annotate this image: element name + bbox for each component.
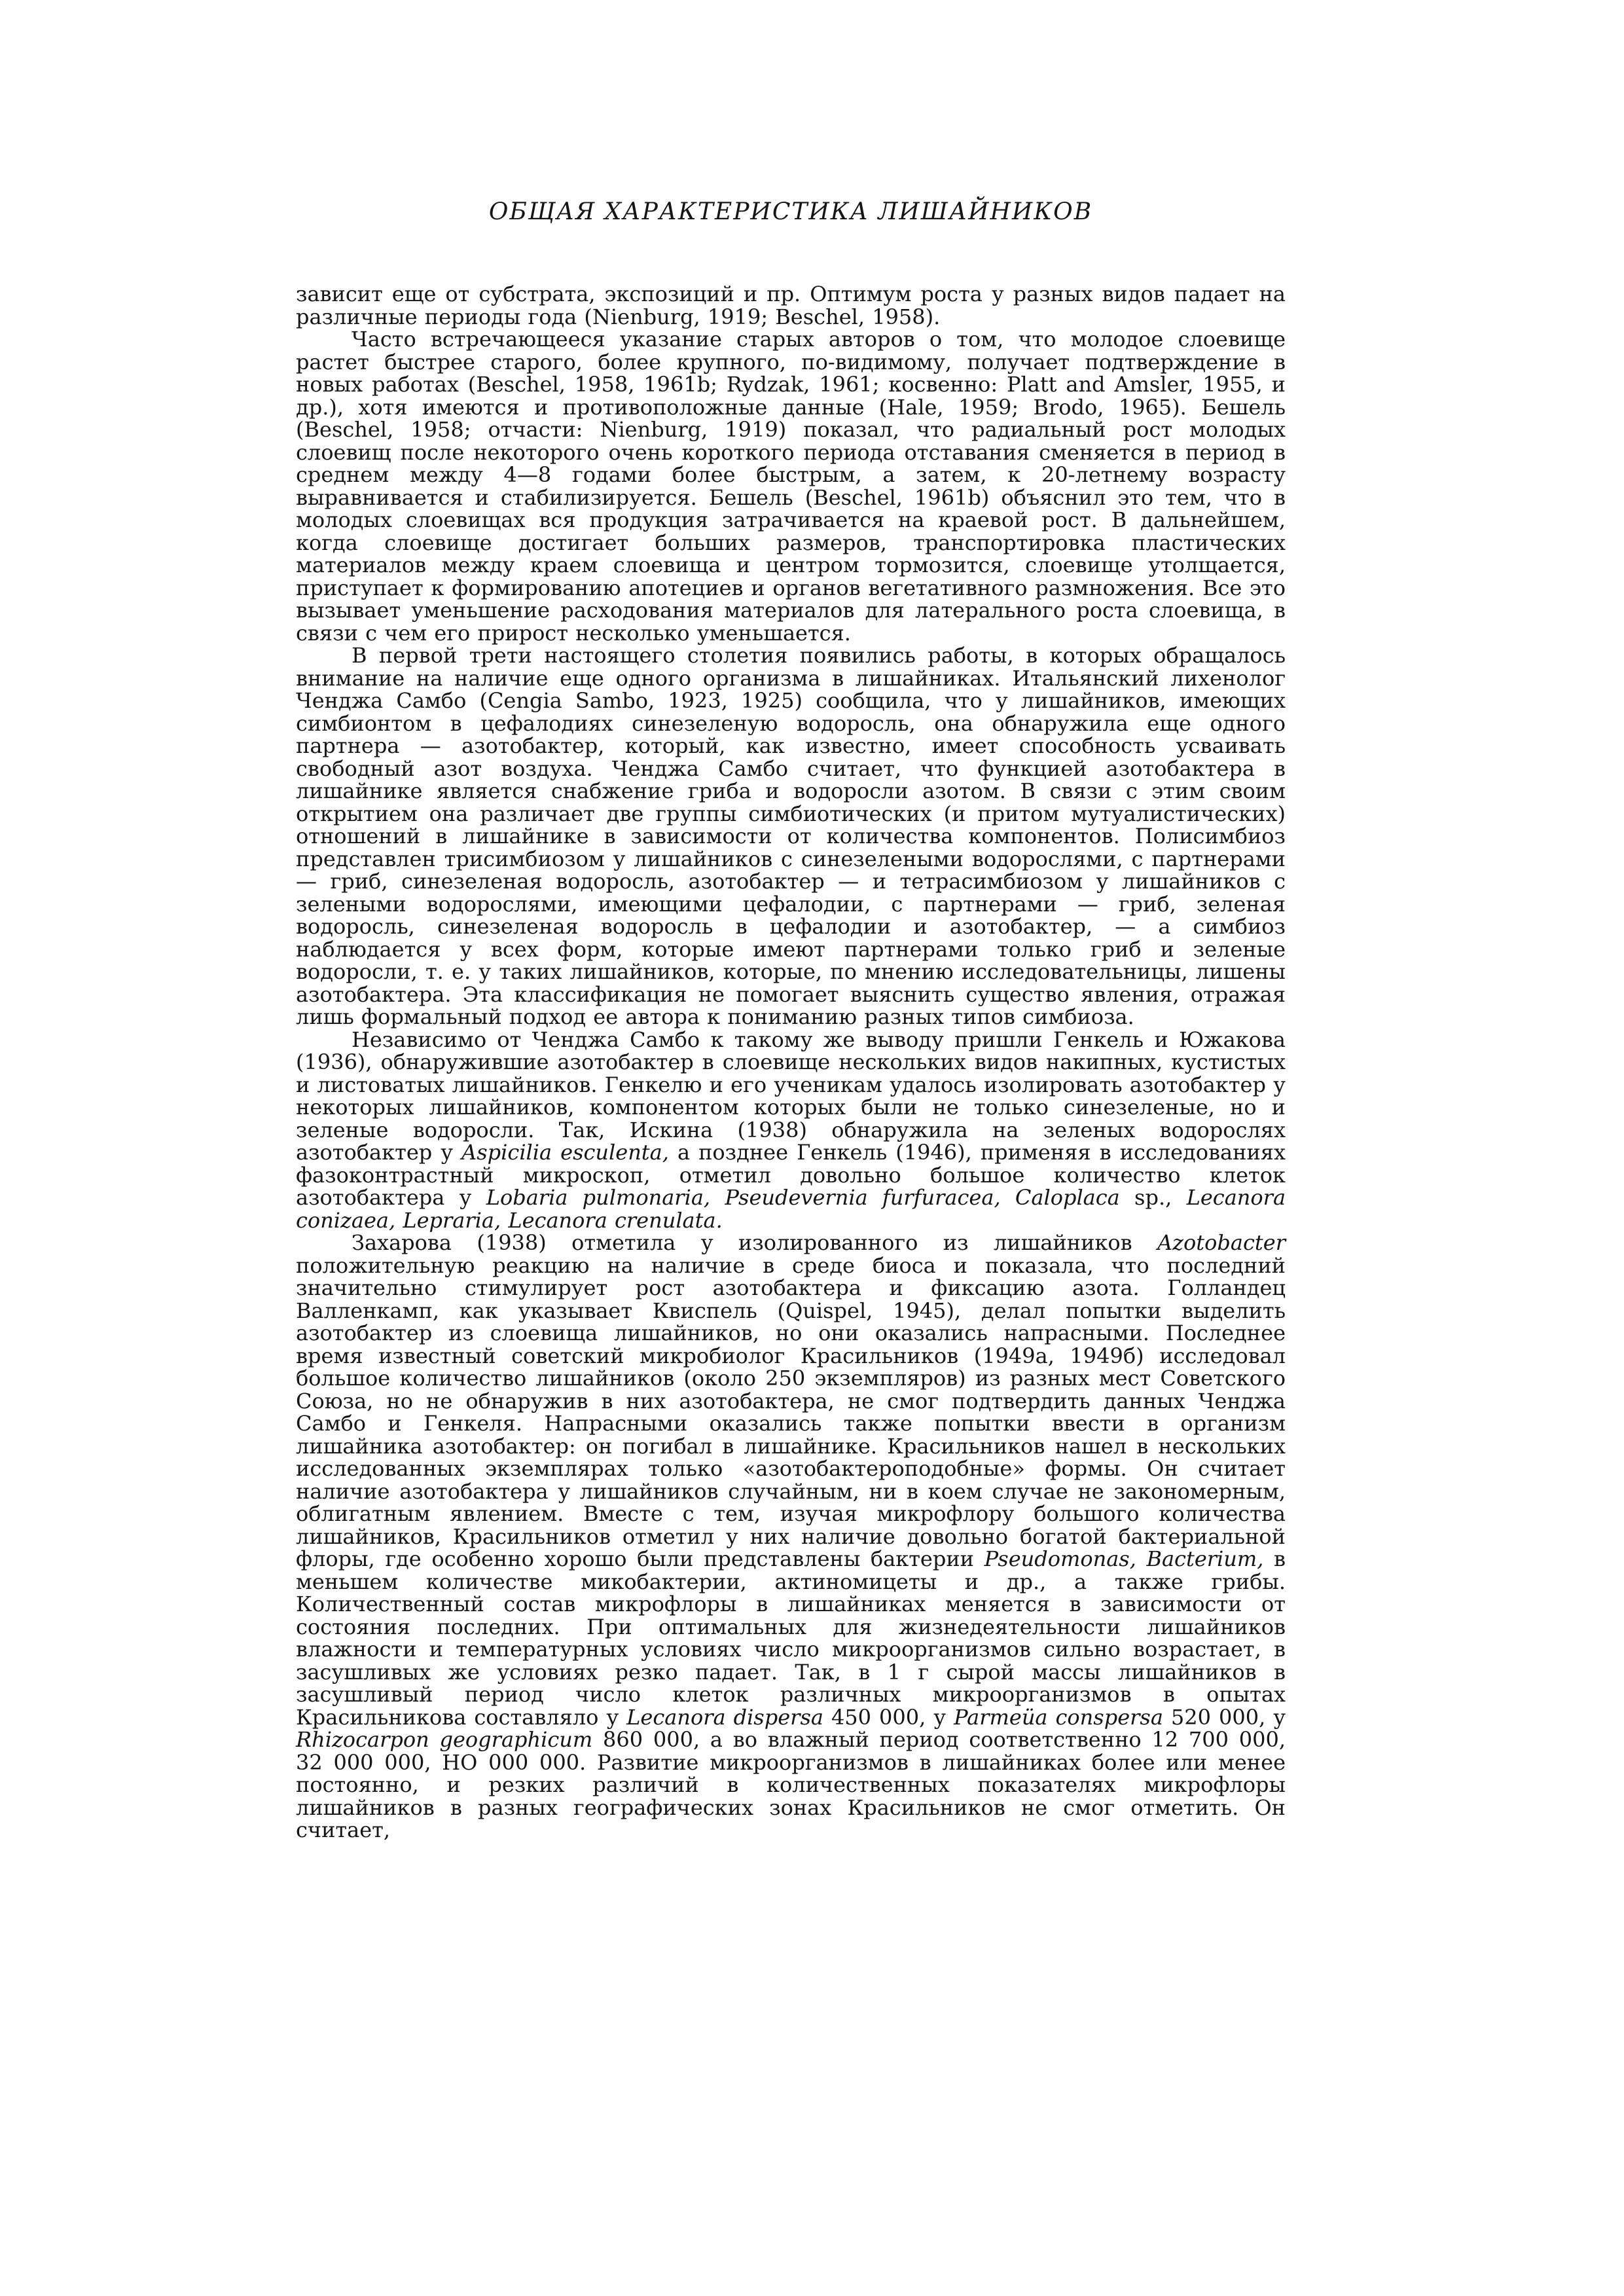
species-name-italic: Pseudomonas, Bacterium,	[984, 1546, 1264, 1571]
paragraph	[296, 1029, 1286, 1232]
species-name-italic: Lobaria pulmonaria, Pseudevernia furfuracea, Caloplaca	[486, 1185, 1120, 1210]
species-name-italic: Parmeüa conspersa	[954, 1704, 1163, 1730]
text-run: положительную реакцию на наличие в среде биоса и показала, что последний значительно стимулирует рост азотобактера и фиксацию азота. Голландец Валленкамп, как указывает Квиспель (Quispel, 1945), делал попытки выделить азотобактер из слоевища лишайников, но они оказались напрасными. Последнее время известный советский микробиолог Красильников (1949а, 1949б) исследовал большое количество лишайников (около 250 экземпляров) из разных мест Советского Союза, но не обнаружив в них азотобактера, не смог подтвердить данных Ченджа Самбо и Генкеля. Напрасными оказались также попытки ввести в организм лишайника азотобактер: он погибал в лишайнике. Красильников нашел в нескольких исследованных экземплярах только «азотобактероподобные» формы. Он считает наличие азотобактера у лишайников случайным, ни в коем случае не закономерным, облигатным явлением. Вместе с тем, изучая микрофлору большого количества лишайников, Красильников отметил у них наличие довольно богатой бактериальной флоры, где особенно хорошо были представлены бактерии	[296, 1252, 1286, 1571]
paragraph	[296, 283, 1286, 328]
text-run: 860 000, а во влажный период соответственно 12 700 000, 32 000 000, НО 000 000. Развитие микроорганизмов в лишайниках более или менее постоянно, и резких различий в количественных показателях микрофлоры лишайников в разных географических зонах Красильников не смог отметить. Он считает,	[296, 1727, 1286, 1842]
text-run: а позднее Генкель (1946), применяя в исследованиях фазоконтрастный микроскоп, отметил довольно большое количество клеток азотобактера у	[296, 1140, 1286, 1210]
text-run: в меньшем количестве микобактерии, актиномицеты и др., а также грибы. Количественный состав микрофлоры в лишайниках меняется в зависимости от состояния последних. При оптимальных для жизнедеятельности лишайников влажности и температурных условиях число микроорганизмов сильно возрастает, в засушливых же условиях резко падает. Так, в 1 г сырой массы лишайников в засушливый период число клеток различных микроорганизмов в опытах Красильникова составляло у	[296, 1546, 1286, 1730]
text-run: В первой трети настоящего столетия появились работы, в которых обращалось внимание на наличие еще одного организма в лишайниках. Итальянский лихенолог Ченджа Самбо (Cengia Sambo, 1923, 1925) сообщила, что у лишайников, имеющих симбионтом в цефалодиях синезеленую водоросль, она обнаружила еще одного партнера — азотобактер, который, как известно, имеет способность усваивать свободный азот воздуха. Ченджа Самбо считает, что функцией азотобактера в лишайнике является снабжение гриба и водоросли азотом. В связи с этим своим открытием она различает две группы симбиотических (и притом мутуалистических) отношений в лишайнике в зависимости от количества компонентов. Полисимбиоз представлен трисимбиозом у лишайников с синезелеными водорослями, с партнерами — гриб, синезеленая водоросль, азотобактер — и тетрасимбиозом у лишайников с зелеными водорослями, имеющими цефалодии, с партнерами — гриб, зеленая водоросль, синезеленая водоросль в цефалодии и азотобактер, — а симбиоз наблюдается у всех форм, которые имеют партнерами только гриб и зеленые водоросли, т. е. у таких лишайников, которые, по мнению исследовательницы, лишены азотобактера. Эта классификация не помогает выяснить существо явления, отражая лишь формальный подход ее автора к пониманию разных типов симбиоза.	[296, 643, 1286, 1029]
text-run: 520 000, у	[1163, 1704, 1286, 1730]
species-name-italic: Lecanora conizaea, Lepraria, Lecanora crenulata.	[296, 1185, 1286, 1233]
text-run: зависит еще от субстрата, экспозиций и пр. Оптимум роста у разных видов падает на различные периоды года (Nienburg, 1919; Beschel, 1958).	[296, 282, 1286, 329]
species-name-italic: Lecanora dispersa	[626, 1704, 823, 1730]
text-run: 450 000, у	[823, 1704, 954, 1730]
text-run: Независимо от Ченджа Самбо к такому же выводу пришли Генкель и Южакова (1936), обнаружившие азотобактер в слоевище нескольких видов накипных, кустистых и листоватых лишайников. Генкелю и его ученикам удалось изолировать азотобактер у некоторых лишайников, компонентом которых были не только синезеленые, но и зеленые водоросли. Так, Искина (1938) обнаружила на зеленых водорослях азотобактер у	[296, 1027, 1286, 1165]
text-block	[296, 198, 1286, 1842]
species-name-italic: Aspicilia esculenta,	[461, 1140, 669, 1165]
running-head-title: ОБЩАЯ ХАРАКТЕРИСТИКА ЛИШАЙНИКОВ	[488, 198, 1093, 225]
text-run: sp.,	[1119, 1185, 1187, 1210]
paragraphs-container	[296, 283, 1286, 1842]
paragraph	[296, 644, 1286, 1029]
text-run: Захарова (1938) отметила у изолированного из лишайников	[352, 1230, 1158, 1255]
species-name-italic: Rhizocarpon geographicum	[296, 1727, 593, 1752]
species-name-italic: Azotobacter	[1157, 1230, 1286, 1255]
paragraph	[296, 1231, 1286, 1842]
text-run: Часто встречающееся указание старых авторов о том, что молодое слоевище растет быстрее старого, более крупного, по-видимому, получает подтверждение в новых работах (Beschel, 1958, 1961b; Rydzak, 1961; косвенно: Platt and Amsler, 1955, и др.), хотя имеются и противоположные данные (Hale, 1959; Brodo, 1965). Бешель (Beschel, 1958; отчасти: Nienburg, 1919) показал, что радиальный рост молодых слоевищ после некоторого очень короткого периода отставания сменяется в период в среднем между 4—8 годами более быстрым, а затем, к 20-летнему возрасту выравнивается и стабилизируется. Бешель (Beschel, 1961b) объяснил это тем, что в молодых слоевищах вся продукция затрачивается на краевой рост. В дальнейшем, когда слоевище достигает больших размеров, транспортировка пластических материалов между краем слоевища и центром тормозится, слоевище утолщается, приступает к формированию апотециев и органов вегетативного размножения. Все это вызывает уменьшение расходования материалов для латерального роста слоевища, в связи с чем его прирост несколько уменьшается.	[296, 327, 1286, 646]
paragraph	[296, 328, 1286, 644]
